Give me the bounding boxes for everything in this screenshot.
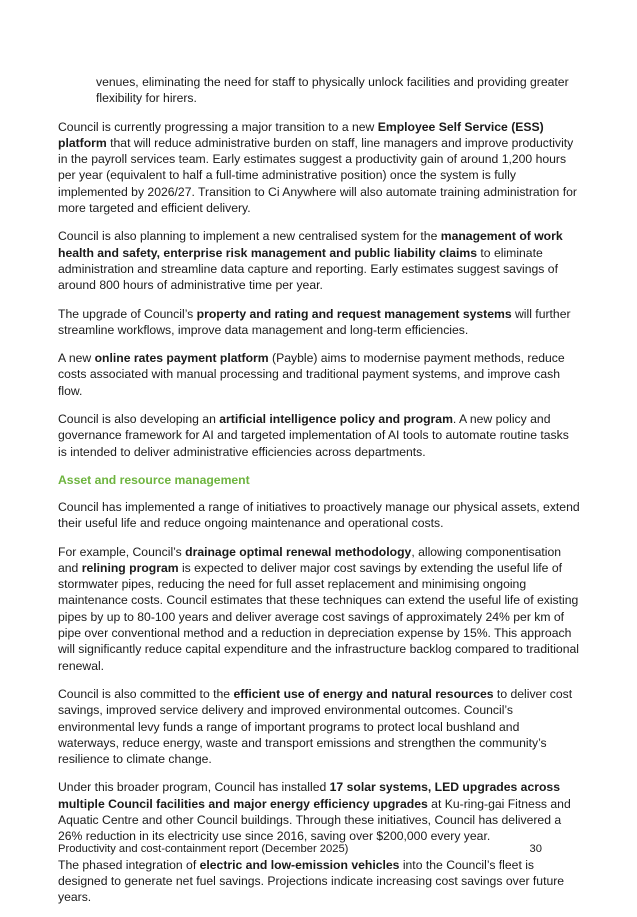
paragraph-solar: Under this broader program, Council has installed 17 solar systems, LED upgrades across multiple Council facilities and major energy efficiency upgrades at Ku-ring-gai Fitness and Aquatic Centre and other Council buildings. Through these initiatives, Council has delivered a 26% reduction in its electricity use since 2016, saving over $200,000 every year. [58, 780, 571, 844]
footer-title: Productivity and cost-containment report (December 2025) [58, 843, 349, 855]
paragraph-rates-payment: A new online rates payment platform (Payble) aims to modernise payment methods, reduce costs associated with manual processing and traditional payment systems, and improve cash flow. [58, 351, 565, 398]
paragraph-ai-policy: Council is also developing an artificial intelligence policy and program. A new policy and governance framework for AI and targeted implementation of AI tools to automate routine tasks is intended to deliver administrative efficiencies across departments. [58, 412, 569, 459]
paragraph-property-rating: The upgrade of Council’s property and rating and request management systems will further streamline workflows, improve data management and long-term efficiencies. [58, 306, 571, 337]
paragraph-drainage: For example, Council’s drainage optimal renewal methodology, allowing componentisation and relining program is expected to deliver major cost savings by extending the useful life of stormwater pipes, reducing the need for full asset replacement and minimising ongoing maintenance costs. Council estimates that these techniques can extend the useful life of existing pipes by up to 80-100 years and deliver average cost savings of approximately 24% per km of pipe over conventional method and a reduction in depreciation expense by 15%. This approach will significantly reduce capital expenditure and the infrastructure backlog compared to traditional renewal. [58, 544, 579, 673]
paragraph-ess-platform: Council is currently progressing a major transition to a new Employee Self Service (ESS) platform that will reduce administrative burden on staff, line managers and improve productivity in the payroll services team. Early estimates suggest a productivity gain of around 1,200 hours per year (equivalent to half a full-time administrative position) once the system is fully implemented by 2026/27. Transition to Ci Anywhere will also automate training administration for more targeted and efficient delivery. [58, 119, 577, 216]
page-footer [58, 842, 542, 856]
section-heading: Asset and resource management [58, 472, 250, 487]
paragraph-vehicles: The phased integration of electric and low-emission vehicles into the Council’s fleet is designed to generate net fuel savings. Projections indicate increasing cost savings over future years. [58, 857, 565, 905]
paragraph-asset-intro: Council has implemented a range of initiatives to proactively manage our physical assets, extend their useful life and reduce ongoing maintenance and operational costs. [58, 499, 580, 531]
document-page [58, 74, 580, 917]
paragraph-energy: Council is also committed to the efficient use of energy and natural resources to deliver cost savings, improved service delivery and improved environmental outcomes. Council’s environmental levy funds a range of important programs to protect local bushland and waterways, reduce energy, waste and transport emissions and strengthen the community’s resilience to climate change. [58, 686, 573, 767]
page-number: 30 [529, 843, 542, 855]
paragraph-continued: venues, eliminating the need for staff to physically unlock facilities and providing greater flexibility for hirers. [96, 75, 569, 106]
paragraph-whs-system: Council is also planning to implement a new centralised system for the management of work health and safety, enterprise risk management and public liability claims to eliminate administration and streamline data capture and reporting. Early estimates suggest savings of around 800 hours of administrative time per year. [58, 229, 563, 293]
